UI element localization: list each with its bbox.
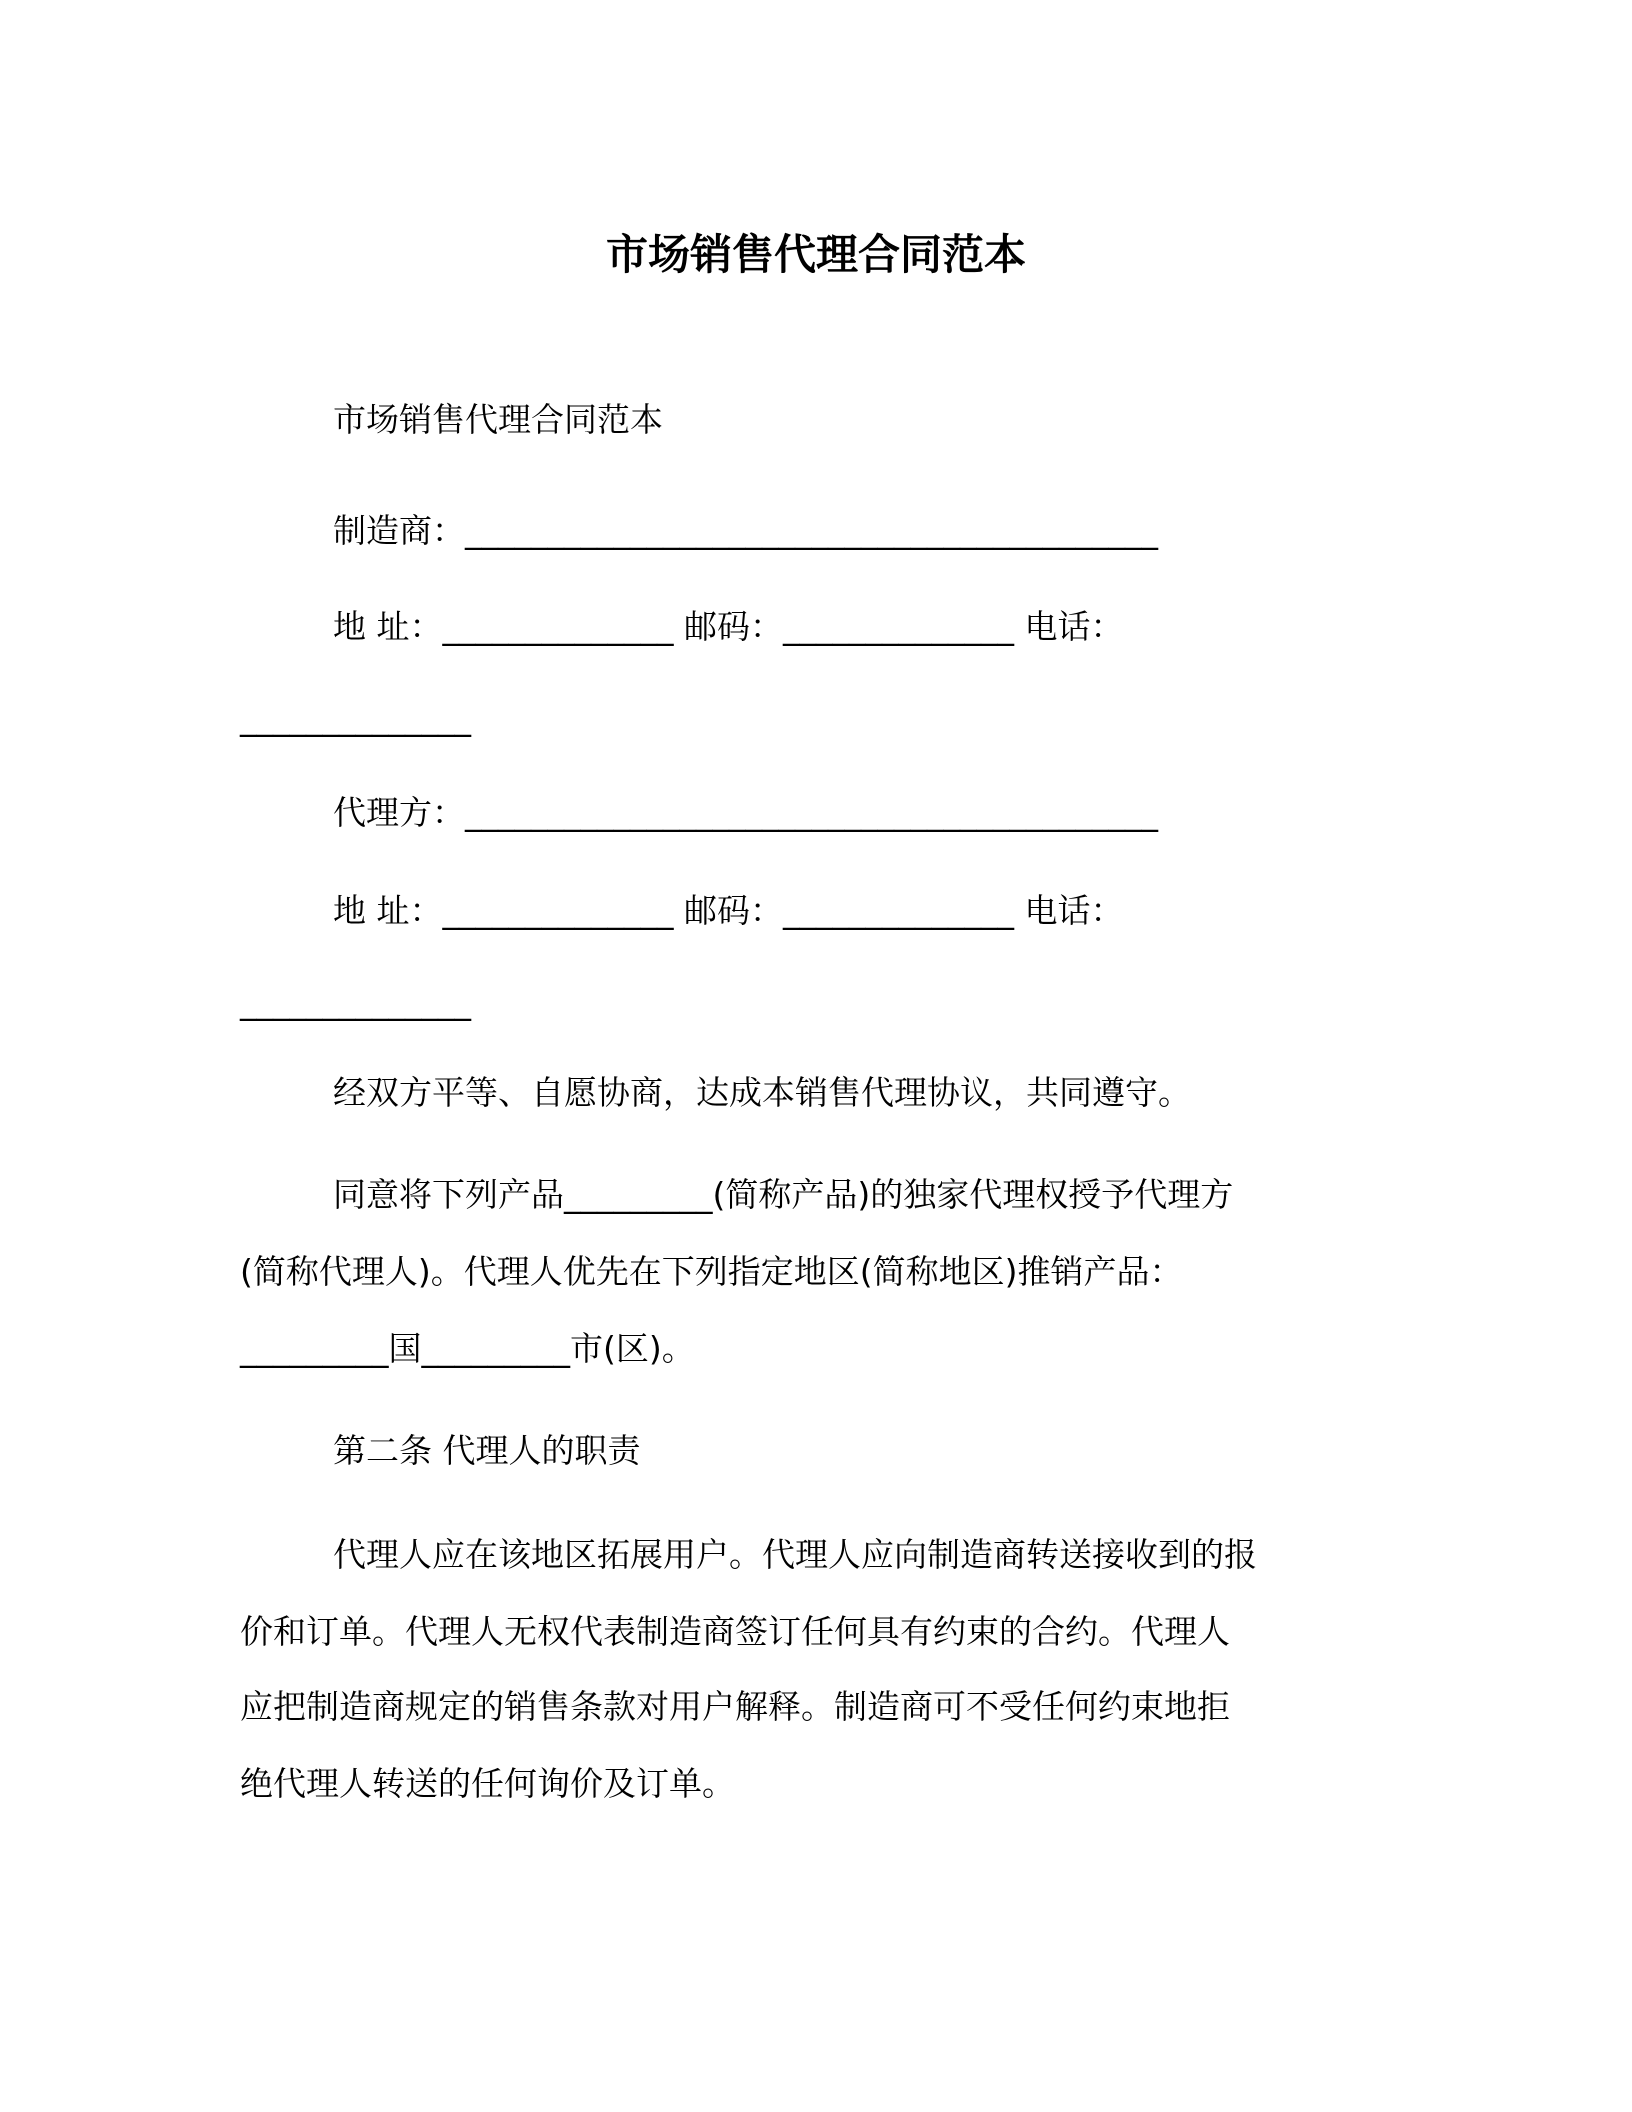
intro-paragraph: 经双方平等、自愿协商，达成本销售代理协议，共同遵守。 [333,1073,1191,1112]
article2-line: 绝代理人转送的任何询价及订单。 [240,1764,735,1803]
article2-line: 代理人应在该地区拓展用户。代理人应向制造商转送接收到的报 [333,1535,1257,1574]
manufacturer-address-field: 地 址：______________ 邮码：______________ 电话： [333,607,1124,646]
grant-line: (简称代理人)。代理人优先在下列指定地区(简称地区)推销产品： [240,1252,1183,1291]
manufacturer-phone-blank: ______________ [240,698,471,737]
document-title: 市场销售代理合同范本 [605,230,1026,279]
manufacturer-name-field: 制造商：__________________________________________ [333,511,1158,550]
article2-line: 应把制造商规定的销售条款对用户解释。制造商可不受任何约束地拒 [240,1687,1230,1726]
article2-heading: 第二条 代理人的职责 [333,1431,641,1470]
agent-address-field: 地 址：______________ 邮码：______________ 电话： [333,891,1124,930]
agent-phone-blank: ______________ [240,982,471,1021]
grant-line: 同意将下列产品_________(简称产品)的独家代理权授予代理方 [333,1175,1234,1214]
document-subtitle: 市场销售代理合同范本 [333,400,663,439]
agent-name-field: 代理方：__________________________________________ [333,793,1158,832]
grant-line: _________国_________市(区)。 [240,1329,695,1368]
article2-line: 价和订单。代理人无权代表制造商签订任何具有约束的合约。代理人 [240,1612,1230,1651]
